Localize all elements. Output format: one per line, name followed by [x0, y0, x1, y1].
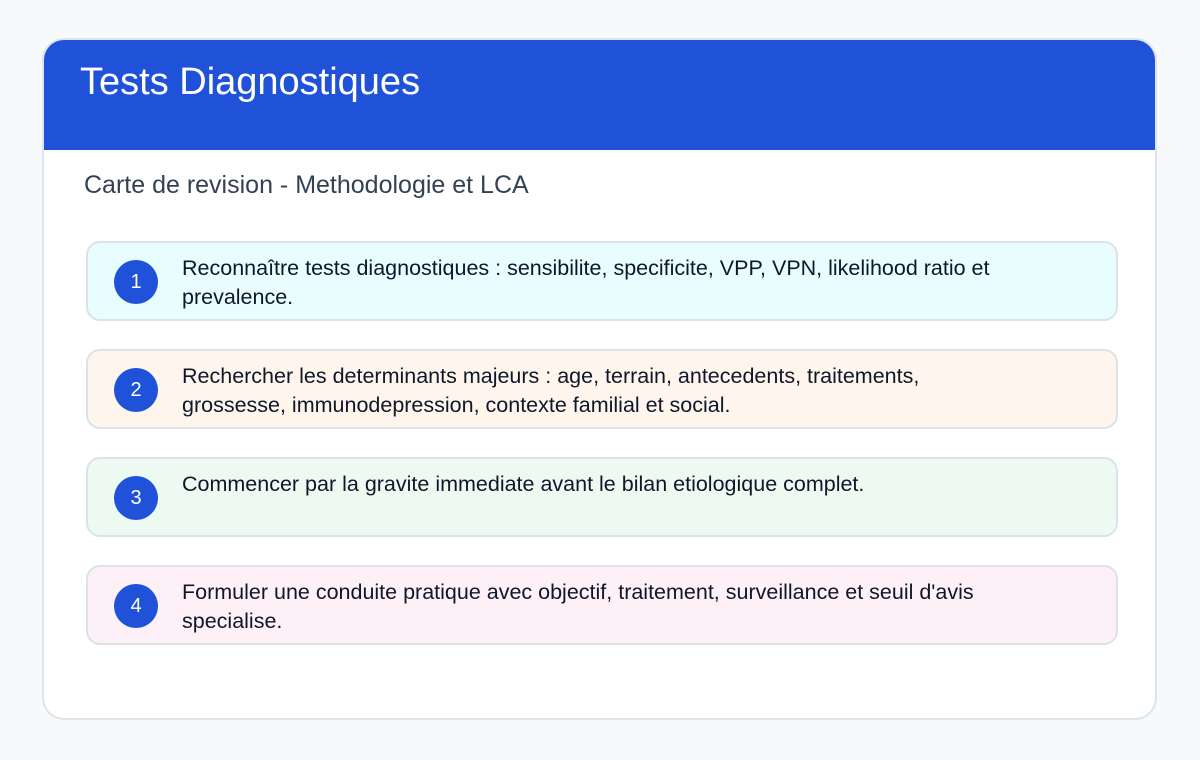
checklist-item	[86, 457, 1118, 537]
checklist-item-text: Commencer par la gravite immediate avant le bilan etiologique complet.	[182, 472, 865, 496]
checklist-item-text: Reconnaître tests diagnostiques : sensibilite, specificite, VPP, VPN, likelihood ratio et prevalence.	[182, 256, 990, 309]
step-number-badge: 4	[114, 584, 158, 628]
checklist-item	[86, 349, 1118, 429]
step-number-badge: 2	[114, 368, 158, 412]
checklist-item-text: Rechercher les determinants majeurs : age, terrain, antecedents, traitements, grossesse, immunodepression, contexte familial et social.	[182, 364, 920, 417]
checklist	[86, 241, 1118, 673]
revision-card	[42, 38, 1157, 720]
step-number-badge: 1	[114, 260, 158, 304]
card-header	[44, 40, 1155, 150]
checklist-item	[86, 565, 1118, 645]
card-subtitle: Carte de revision - Methodologie et LCA	[84, 171, 529, 199]
checklist-item-text: Formuler une conduite pratique avec objectif, traitement, surveillance et seuil d'avis specialise.	[182, 580, 974, 633]
checklist-item	[86, 241, 1118, 321]
step-number-badge: 3	[114, 476, 158, 520]
card-title: Tests Diagnostiques	[80, 61, 421, 103]
